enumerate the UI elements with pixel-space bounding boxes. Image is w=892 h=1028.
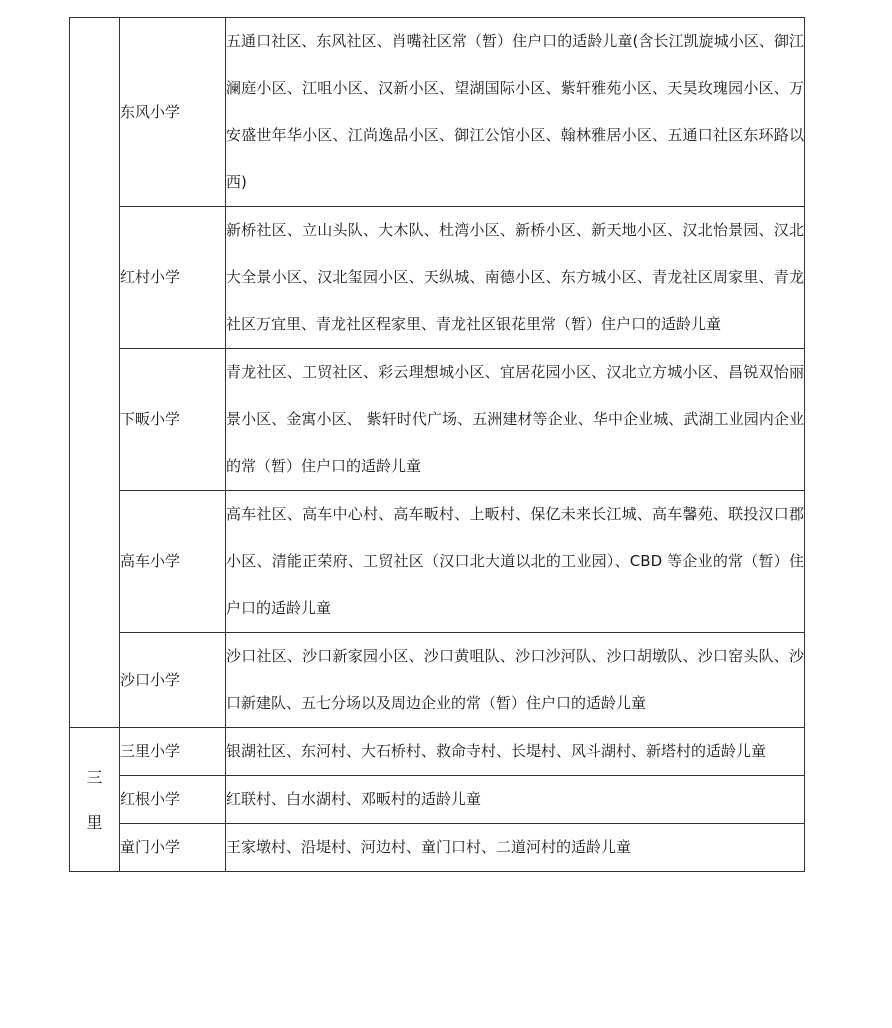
enrollment-area-text: 银湖社区、东河村、大石桥村、救命寺村、长堤村、风斗湖村、新塔村的适龄儿童 <box>226 742 767 760</box>
town-cell-continued <box>70 18 120 728</box>
enrollment-area-cell <box>226 491 805 633</box>
school-name-cell: 红村小学 <box>120 207 226 349</box>
school-name-cell: 红根小学 <box>120 776 226 824</box>
enrollment-area-cell <box>226 824 805 872</box>
school-name-cell: 高车小学 <box>120 491 226 633</box>
table-row <box>70 824 805 872</box>
school-zone-table <box>69 17 805 872</box>
table-row <box>70 349 805 491</box>
table-row <box>70 491 805 633</box>
town-cell-sanli <box>70 728 120 872</box>
enrollment-area-cell <box>226 633 805 728</box>
enrollment-area-cell <box>226 349 805 491</box>
school-name-cell: 下畈小学 <box>120 349 226 491</box>
enrollment-area-cell <box>226 776 805 824</box>
table-row <box>70 728 805 776</box>
table-row <box>70 633 805 728</box>
town-char: 里 <box>86 812 103 832</box>
enrollment-area-cell <box>226 18 805 207</box>
enrollment-area-cell <box>226 207 805 349</box>
school-name-cell: 三里小学 <box>120 728 226 776</box>
enrollment-area-text: 五通口社区、东风社区、肖嘴社区常（暂）住户口的适龄儿童(含长江凯旋城小区、御江澜庭小区、江咀小区、汉新小区、望湖国际小区、紫轩雅苑小区、天昊玫瑰园小区、万安盛世年华小区、江尚逸品小区、御江公馆小区、翰林雅居小区、五通口社区东环路以西) <box>226 32 804 191</box>
enrollment-area-text: 沙口社区、沙口新家园小区、沙口黄咀队、沙口沙河队、沙口胡墩队、沙口窑头队、沙口新建队、五七分场以及周边企业的常（暂）住户口的适龄儿童 <box>226 647 804 712</box>
enrollment-area-text: 新桥社区、立山头队、大木队、杜湾小区、新桥小区、新天地小区、汉北怡景园、汉北大全景小区、汉北玺园小区、天纵城、南德小区、东方城小区、青龙社区周家里、青龙社区万宜里、青龙社区程家里、青龙社区银花里常（暂）住户口的适龄儿童 <box>226 221 804 333</box>
enrollment-area-text: 高车社区、高车中心村、高车畈村、上畈村、保亿未来长江城、高车馨苑、联投汉口郡小区、清能正荣府、工贸社区（汉口北大道以北的工业园）、CBD 等企业的常（暂）住户口的适龄儿童 <box>226 505 804 617</box>
table-row <box>70 776 805 824</box>
school-name-cell: 童门小学 <box>120 824 226 872</box>
table-row <box>70 18 805 207</box>
town-char: 三 <box>86 767 103 787</box>
school-name-cell: 东风小学 <box>120 18 226 207</box>
enrollment-area-text: 王家墩村、沿堤村、河边村、童门口村、二道河村的适龄儿童 <box>226 838 632 856</box>
school-name-cell: 沙口小学 <box>120 633 226 728</box>
enrollment-area-text: 青龙社区、工贸社区、彩云理想城小区、宜居花园小区、汉北立方城小区、昌锐双怡丽景小区、金寓小区、 紫轩时代广场、五洲建材等企业、华中企业城、武湖工业园内企业的常（暂）住户口的适龄儿童 <box>226 363 804 475</box>
enrollment-area-cell <box>226 728 805 776</box>
enrollment-area-text: 红联村、白水湖村、邓畈村的适龄儿童 <box>226 790 482 808</box>
table-row <box>70 207 805 349</box>
